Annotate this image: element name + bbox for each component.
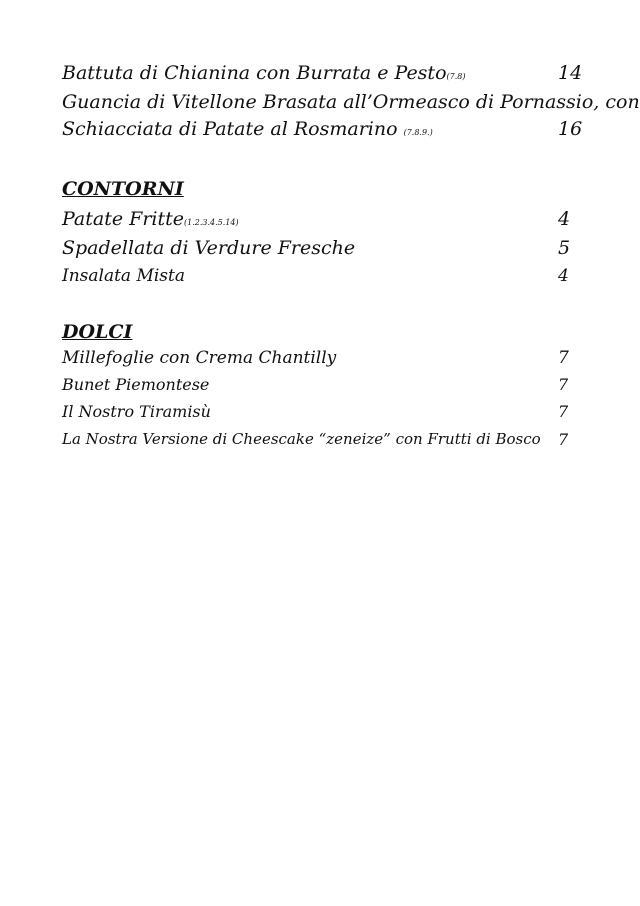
dish-price: 16 xyxy=(558,118,583,140)
contorno-insalata: Insalata Mista xyxy=(62,266,186,286)
dish-price: 5 xyxy=(558,237,571,259)
dish-name: Battuta di Chianina con Burrata e Pesto xyxy=(62,62,447,84)
dish-name: Patate Fritte xyxy=(62,208,184,230)
dish-battuta xyxy=(62,64,465,83)
dolce-bunet: Bunet Piemontese xyxy=(62,375,210,394)
allergen-codes: (7.8) xyxy=(446,72,466,81)
dish-price: 7 xyxy=(558,430,569,449)
dish-price: 4 xyxy=(558,208,571,230)
dolce-millefoglie: Millefoglie con Crema Chantilly xyxy=(62,348,337,368)
dish-guancia-line2 xyxy=(62,120,433,139)
dolce-cheesecake: La Nostra Versione di Cheescake “zeneize” con Frutti di Bosco xyxy=(62,430,541,448)
section-heading-dolci: DOLCI xyxy=(62,321,133,343)
allergen-codes: (7.8.9.) xyxy=(403,128,433,137)
dish-guancia-line1: Guancia di Vitellone Brasata all’Ormeasco di Pornassio, con xyxy=(62,91,640,113)
contorno-verdure: Spadellata di Verdure Fresche xyxy=(62,237,356,259)
contorno-patate-fritte xyxy=(62,210,239,229)
dolce-tiramisu: Il Nostro Tiramisù xyxy=(62,402,211,421)
dish-price: 4 xyxy=(558,266,569,286)
dish-price: 14 xyxy=(558,62,583,84)
dish-name: Schiacciata di Patate al Rosmarino xyxy=(62,118,404,140)
allergen-codes: (1.2.3.4.5.14) xyxy=(184,218,239,227)
dish-price: 7 xyxy=(558,402,569,421)
dish-price: 7 xyxy=(558,375,569,394)
section-heading-contorni: CONTORNI xyxy=(62,178,184,200)
dish-price: 7 xyxy=(558,348,569,368)
